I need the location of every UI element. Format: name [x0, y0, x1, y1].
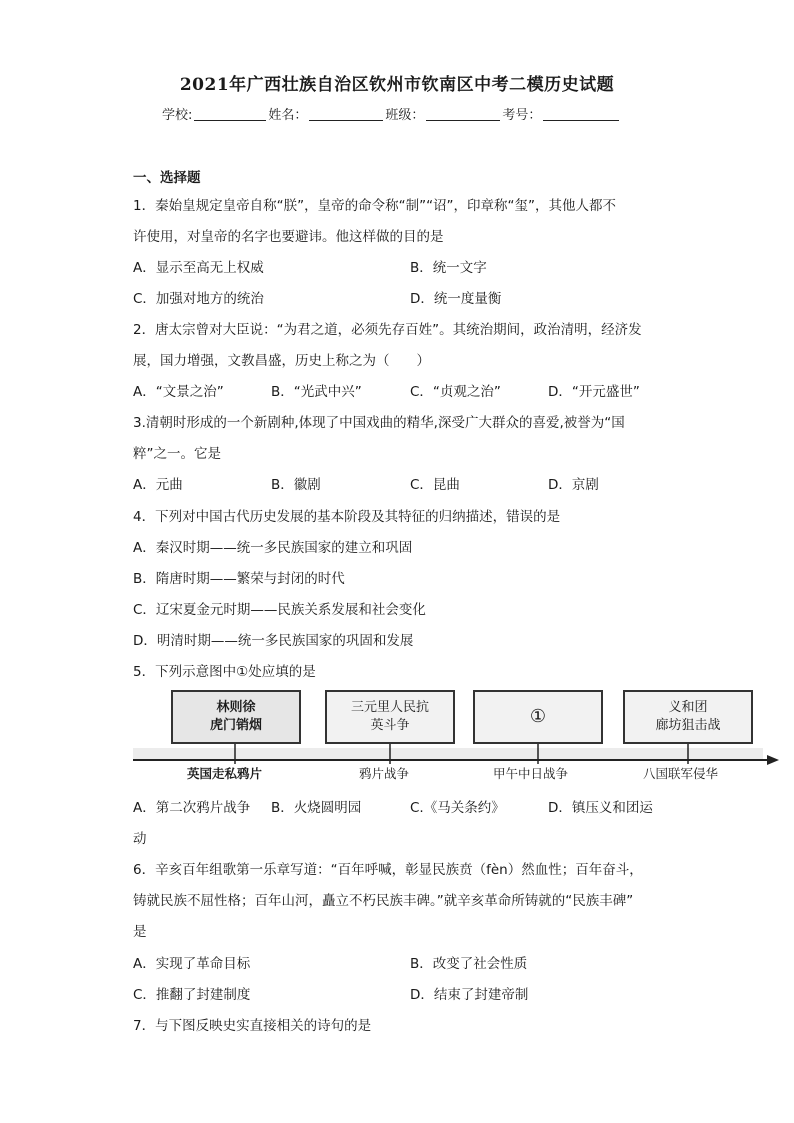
- q2-option-d: D．“开元盛世”: [548, 384, 640, 400]
- q6-option-c: C．推翻了封建制度: [133, 987, 251, 1003]
- q2-option-b: B．“光武中兴”: [271, 384, 362, 400]
- q1-option-d: D．统一度量衡: [410, 291, 502, 307]
- q4-option-d: D．明清时期——统一多民族国家的巩固和发展: [133, 633, 414, 649]
- q3-option-b: B．徽剧: [271, 477, 321, 493]
- q4-option-a: A．秦汉时期——统一多民族国家的建立和巩固: [133, 540, 413, 556]
- q3-option-c: C．昆曲: [410, 477, 460, 493]
- exam-number-blank: [543, 108, 619, 121]
- q1-stem-line2: 许使用，对皇帝的名字也要避讳。他这样做的目的是: [133, 229, 444, 245]
- q6-stem-line2: 铸就民族不屈性格；百年山河，矗立不朽民族丰碑。”就辛亥革命所铸就的“民族丰碑”: [133, 893, 634, 909]
- q3-option-a: A．元曲: [133, 477, 183, 493]
- timeline-box-1: [171, 690, 301, 744]
- q4-option-c: C．辽宋夏金元时期——民族关系发展和社会变化: [133, 602, 426, 618]
- q1-option-b: B．统一文字: [410, 260, 487, 276]
- timeline-box-3-blank-marker: ①: [529, 706, 547, 727]
- q5-stem-line1: 5．下列示意图中①处应填的是: [133, 664, 316, 680]
- timeline-box-4-line1: 义和团: [668, 700, 708, 715]
- student-info-row: [162, 104, 621, 123]
- q5-option-a: A．第二次鸦片战争: [133, 800, 251, 816]
- q5-option-c: C.《马关条约》: [410, 800, 505, 816]
- q3-stem-line1: 3.清朝时形成的一个新剧种,体现了中国戏曲的精华,深受广大群众的喜爱,被誉为“国: [133, 415, 625, 431]
- timeline-label-3: 甲午中日战争: [493, 766, 569, 781]
- timeline-box-4: [623, 690, 753, 744]
- timeline-box-2-line2: 英斗争: [370, 718, 410, 733]
- q7-stem-line1: 7．与下图反映史实直接相关的诗句的是: [133, 1018, 372, 1034]
- school-blank: [194, 108, 266, 121]
- timeline-box-3: [473, 690, 603, 744]
- q6-option-b: B．改变了社会性质: [410, 956, 528, 972]
- q6-option-a: A．实现了革命目标: [133, 956, 251, 972]
- timeline-box-4-line2: 廊坊狙击战: [655, 718, 721, 733]
- timeline-label-2: 鸦片战争: [359, 766, 410, 781]
- q3-stem-line2: 粹”之一。它是: [133, 446, 221, 462]
- timeline-label-1: 英国走私鸦片: [187, 766, 263, 781]
- class-label: 班级：: [385, 108, 425, 123]
- timeline-box-1-line2: 虎门销烟: [209, 718, 262, 733]
- exam-number-label: 考号：: [502, 108, 542, 123]
- timeline-axis-band: [133, 748, 763, 760]
- q2-stem-line2: 展，国力增强，文教昌盛，历史上称之为（ ）: [133, 353, 430, 369]
- section-heading: 一、选择题: [133, 170, 201, 186]
- class-blank: [426, 108, 500, 121]
- q6-stem-line1: 6．辛亥百年组歌第一乐章写道：“百年呼喊，彰显民族贲（fèn）然血性；百年奋斗，: [133, 862, 643, 878]
- name-label: 姓名：: [268, 108, 308, 123]
- q3-option-d: D．京剧: [548, 477, 599, 493]
- q1-option-c: C．加强对地方的统治: [133, 291, 264, 307]
- q6-option-d: D．结束了封建帝制: [410, 987, 529, 1003]
- q5-option-d: D．镇压义和团运: [548, 800, 653, 816]
- q1-option-a: A．显示至高无上权威: [133, 260, 264, 276]
- q6-stem-line3: 是: [133, 924, 147, 940]
- q2-option-a: A．“文景之治”: [133, 384, 224, 400]
- q4-option-b: B．隋唐时期——繁荣与封闭的时代: [133, 571, 345, 587]
- q2-option-c: C．“贞观之治”: [410, 384, 501, 400]
- timeline-box-1-line1: 林则徐: [216, 700, 256, 715]
- timeline-arrow-head: [767, 755, 779, 765]
- timeline-label-4: 八国联军侵华: [643, 766, 719, 781]
- q1-stem-line1: 1．秦始皇规定皇帝自称“朕”，皇帝的命令称“制”“诏”，印章称“玺”，其他人都不: [133, 198, 617, 214]
- q5-option-d-continuation: 动: [133, 831, 147, 847]
- name-blank: [309, 108, 383, 121]
- school-label: 学校:: [162, 108, 193, 123]
- timeline-box-2-line1: 三元里人民抗: [350, 700, 429, 715]
- exam-title: 2021年广西壮族自治区钦州市钦南区中考二模历史试题: [179, 75, 615, 95]
- history-timeline-diagram: [133, 688, 779, 784]
- q5-option-b: B．火烧圆明园: [271, 800, 362, 816]
- timeline-box-2: [325, 690, 455, 744]
- q4-stem-line1: 4．下列对中国古代历史发展的基本阶段及其特征的归纳描述，错误的是: [133, 509, 561, 525]
- q2-stem-line1: 2．唐太宗曾对大臣说：“为君之道，必须先存百姓”。其统治期间，政治清明，经济发: [133, 322, 642, 338]
